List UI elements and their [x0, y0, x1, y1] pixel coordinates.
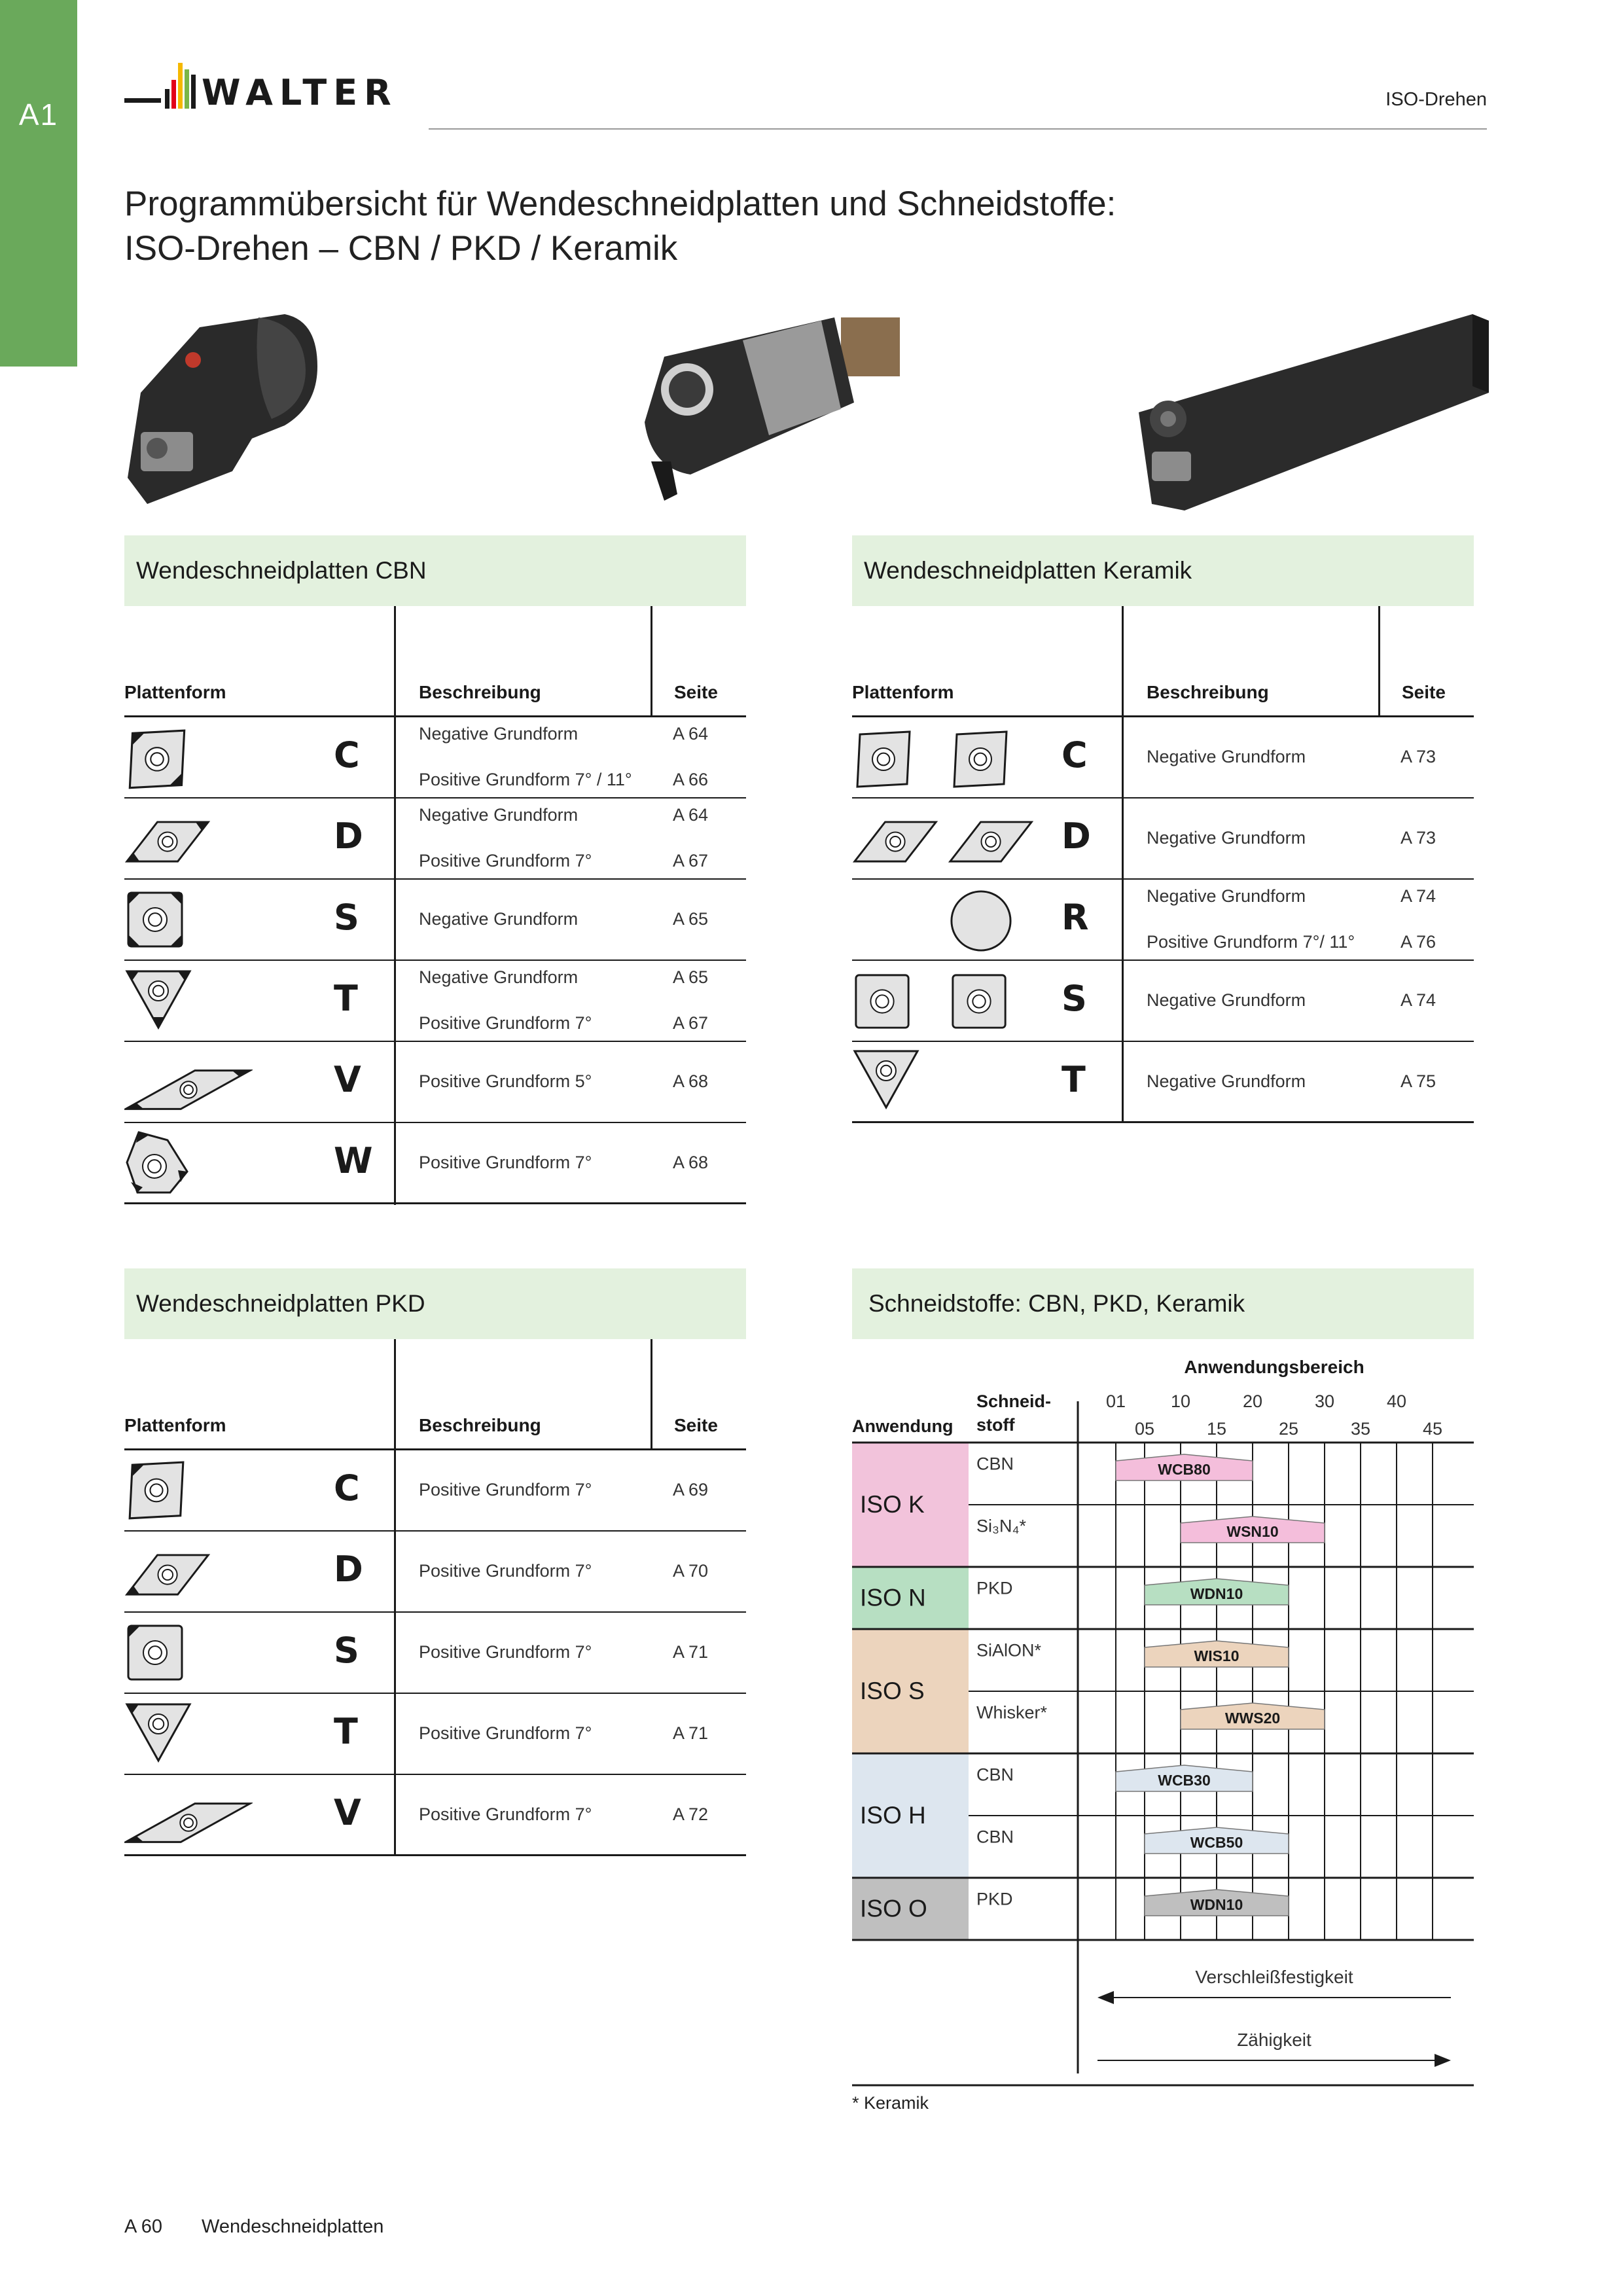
table-divider	[651, 1339, 652, 1450]
walter-logo	[124, 60, 399, 117]
application-group-label: ISO S	[860, 1677, 925, 1704]
material-label: Si₃N₄*	[976, 1516, 1027, 1536]
triangle-insert-icon	[124, 1700, 194, 1765]
insert-description: Positive Grundform 7°/ 11°	[1147, 932, 1355, 952]
insert-shape-letter: V	[334, 1059, 361, 1100]
grade-label: WCB80	[1158, 1461, 1211, 1478]
table-row	[124, 1123, 746, 1204]
table-row	[124, 880, 746, 961]
application-group-label: ISO N	[860, 1584, 926, 1611]
insert-description: Positive Grundform 7°	[419, 1561, 592, 1581]
row-rule	[124, 1202, 746, 1204]
material-label: CBN	[976, 1765, 1014, 1785]
grade-label: WDN10	[1190, 1585, 1243, 1602]
insert-description: Positive Grundform 7°	[419, 1013, 592, 1033]
row-rule	[124, 1854, 746, 1856]
catalog-page-link[interactable]: A 72	[673, 1804, 709, 1824]
page-title-line-1: Programmübersicht für Wendeschneidplatten und Schneidstoffe:	[124, 185, 1116, 223]
insert-shape-letter: C	[1061, 734, 1088, 776]
catalog-page-link[interactable]: A 74	[1400, 886, 1436, 906]
section-heading-pkd: Wendeschneidplatten PKD	[124, 1268, 746, 1339]
grade-label: WDN10	[1190, 1896, 1243, 1913]
insert-description: Negative Grundform	[419, 805, 579, 825]
material-label: Whisker*	[976, 1702, 1048, 1723]
insert-shape-letter: T	[334, 1711, 358, 1752]
material-label: CBN	[976, 1454, 1014, 1474]
insert-shape-letter: W	[334, 1140, 373, 1181]
table-row	[124, 1775, 746, 1856]
column-header-material: stoff	[976, 1415, 1015, 1435]
cbn-insert-table	[124, 606, 746, 1208]
arrow-right-icon	[1435, 2054, 1451, 2067]
insert-shape-letter: T	[1061, 1059, 1086, 1100]
tool-holder-image-2	[625, 304, 933, 514]
table-row	[852, 798, 1474, 880]
insert-description: Negative Grundform	[1147, 990, 1306, 1010]
square-insert-icon	[124, 889, 187, 952]
arrow-label-wear-resistance: Verschleißfestigkeit	[1195, 1967, 1353, 1987]
column-header-shape: Plattenform	[124, 1415, 226, 1435]
catalog-page-link[interactable]: A 74	[1400, 990, 1436, 1010]
cutting-material-chart	[852, 1339, 1474, 2111]
material-label: SiAlON*	[976, 1640, 1042, 1660]
table-row	[124, 798, 746, 880]
rhombus-80-insert-plain-icon	[949, 729, 1012, 792]
rhombus-80-insert-icon	[124, 728, 190, 793]
grade-label: WCB30	[1158, 1772, 1211, 1789]
column-header-shape: Plattenform	[852, 682, 954, 702]
table-divider	[1378, 606, 1380, 717]
table-row	[124, 961, 746, 1042]
tick-label: 05	[1134, 1419, 1155, 1439]
insert-description: Negative Grundform	[1147, 828, 1306, 848]
tick-label: 40	[1386, 1391, 1407, 1411]
insert-shape-letter: T	[334, 978, 358, 1019]
rhombus-80-insert-icon	[852, 729, 915, 792]
insert-description: Negative Grundform	[1147, 886, 1306, 906]
square-insert-plain-icon	[949, 971, 1010, 1033]
column-header-description: Beschreibung	[419, 682, 541, 702]
header-rule	[429, 128, 1487, 130]
catalog-page-link[interactable]: A 70	[673, 1561, 709, 1581]
rhombus-80-insert-icon	[124, 1460, 188, 1524]
catalog-page-link[interactable]: A 66	[673, 770, 709, 789]
table-row	[124, 1694, 746, 1775]
tick-label: 10	[1170, 1391, 1191, 1411]
rhombus-55-insert-icon	[124, 1546, 213, 1605]
pkd-insert-table	[124, 1339, 746, 1863]
tick-label: 30	[1314, 1391, 1335, 1411]
round-insert-icon	[949, 889, 1013, 953]
logo-wordmark: WALTER	[202, 72, 398, 113]
insert-shape-letter: R	[1061, 897, 1089, 938]
section-heading-cbn: Wendeschneidplatten CBN	[124, 535, 746, 606]
tick-label: 01	[1105, 1391, 1126, 1411]
column-header-description: Beschreibung	[1147, 682, 1269, 702]
catalog-page-link[interactable]: A 68	[673, 1071, 709, 1091]
insert-shape-letter: C	[334, 1467, 360, 1509]
rhombus-55-insert-icon	[852, 813, 941, 872]
column-header-page: Seite	[674, 682, 718, 702]
arrow-left-icon	[1097, 1991, 1114, 2004]
catalog-page-link[interactable]: A 67	[673, 851, 709, 870]
column-header-application: Anwendung	[852, 1416, 954, 1436]
insert-shape-letter: S	[334, 897, 359, 938]
section-heading-schneidstoffe: Schneidstoffe: CBN, PKD, Keramik	[852, 1268, 1474, 1339]
catalog-page-link[interactable]: A 73	[1400, 828, 1436, 848]
tick-label: 15	[1206, 1419, 1227, 1439]
table-row	[852, 1042, 1474, 1123]
table-row	[852, 717, 1474, 798]
insert-description: Positive Grundform 7°	[419, 851, 592, 870]
table-row	[124, 1450, 746, 1532]
insert-shape-letter: D	[1061, 816, 1091, 857]
application-group-label: ISO K	[860, 1491, 925, 1518]
insert-description: Positive Grundform 5°	[419, 1071, 592, 1091]
footer-title: Wendeschneidplatten	[202, 2216, 384, 2237]
row-rule	[852, 1121, 1474, 1123]
catalog-page-link[interactable]: A 73	[1400, 747, 1436, 766]
tool-holder-image-3	[1132, 308, 1489, 517]
rhombus-55-insert-icon	[124, 813, 213, 872]
tick-label: 25	[1278, 1419, 1299, 1439]
insert-shape-letter: S	[1061, 978, 1087, 1019]
insert-description: Negative Grundform	[419, 724, 579, 744]
column-header-page: Seite	[1402, 682, 1446, 702]
insert-description: Negative Grundform	[419, 909, 579, 929]
insert-description: Positive Grundform 7°	[419, 1153, 592, 1172]
insert-description: Negative Grundform	[1147, 1071, 1306, 1091]
application-group-label: ISO O	[860, 1895, 927, 1922]
catalog-page-link[interactable]: A 71	[673, 1723, 709, 1743]
footer-page-number: A 60	[124, 2216, 163, 2237]
table-row	[124, 1613, 746, 1694]
catalog-page-link[interactable]: A 68	[673, 1153, 709, 1172]
catalog-page-link[interactable]: A 65	[673, 909, 709, 929]
chapter-tab-label: A1	[18, 98, 59, 132]
catalog-page-link[interactable]: A 64	[673, 805, 709, 825]
insert-description: Positive Grundform 7° / 11°	[419, 770, 632, 789]
triangle-insert-icon	[852, 1047, 921, 1111]
header-section-label: ISO-Drehen	[1385, 89, 1487, 110]
catalog-page-link[interactable]: A 75	[1400, 1071, 1436, 1091]
triangle-insert-icon	[124, 967, 194, 1031]
insert-description: Positive Grundform 7°	[419, 1804, 592, 1824]
insert-shape-letter: C	[334, 734, 360, 776]
grade-label: WCB50	[1190, 1834, 1243, 1851]
rhombus-35-insert-icon	[124, 1059, 253, 1121]
column-header-description: Beschreibung	[419, 1415, 541, 1435]
insert-description: Positive Grundform 7°	[419, 1723, 592, 1743]
table-divider	[651, 606, 652, 717]
catalog-page-link[interactable]: A 64	[673, 724, 709, 744]
material-label: PKD	[976, 1889, 1013, 1909]
grade-label: WIS10	[1194, 1647, 1240, 1664]
insert-description: Negative Grundform	[1147, 747, 1306, 766]
column-header-material: Schneid-	[976, 1391, 1052, 1411]
keramik-insert-table	[852, 606, 1474, 1130]
table-row	[852, 880, 1474, 961]
insert-description: Positive Grundform 7°	[419, 1480, 592, 1499]
catalog-page-link[interactable]: A 65	[673, 967, 709, 987]
insert-shape-letter: D	[334, 816, 363, 857]
square-insert-icon	[852, 971, 914, 1033]
rhombus-35-insert-icon	[124, 1792, 253, 1854]
chapter-tab	[0, 0, 77, 367]
tick-label: 35	[1350, 1419, 1371, 1439]
table-row	[124, 717, 746, 798]
square-insert-icon	[124, 1622, 187, 1685]
page-title	[124, 182, 1116, 271]
arrow-label-toughness: Zähigkeit	[1237, 2030, 1311, 2050]
table-row	[124, 1532, 746, 1613]
insert-description: Positive Grundform 7°	[419, 1642, 592, 1662]
range-title: Anwendungsbereich	[1184, 1357, 1364, 1377]
insert-shape-letter: D	[334, 1549, 363, 1590]
insert-description: Negative Grundform	[419, 967, 579, 987]
table-row	[124, 1042, 746, 1123]
tick-label: 20	[1242, 1391, 1263, 1411]
trigon-insert-icon	[124, 1130, 190, 1195]
rhombus-55-insert-plain-icon	[948, 813, 1037, 872]
grade-label: WWS20	[1224, 1710, 1281, 1727]
catalog-page-link[interactable]: A 76	[1400, 932, 1436, 952]
column-header-page: Seite	[674, 1415, 718, 1435]
material-label: PKD	[976, 1578, 1013, 1598]
footnote: * Keramik	[852, 2093, 929, 2111]
catalog-page-link[interactable]: A 71	[673, 1642, 709, 1662]
insert-shape-letter: V	[334, 1792, 361, 1833]
catalog-page-link[interactable]: A 67	[673, 1013, 709, 1033]
page-title-line-2: ISO-Drehen – CBN / PKD / Keramik	[124, 229, 678, 268]
catalog-page-link[interactable]: A 69	[673, 1480, 709, 1499]
material-label: CBN	[976, 1827, 1014, 1847]
grade-label: WSN10	[1226, 1523, 1279, 1540]
tick-label: 45	[1422, 1419, 1443, 1439]
table-row	[852, 961, 1474, 1042]
section-heading-keramik: Wendeschneidplatten Keramik	[852, 535, 1474, 606]
tool-holder-image-1	[121, 308, 324, 504]
column-header-shape: Plattenform	[124, 682, 226, 702]
insert-shape-letter: S	[334, 1630, 359, 1671]
application-group-label: ISO H	[860, 1802, 926, 1829]
